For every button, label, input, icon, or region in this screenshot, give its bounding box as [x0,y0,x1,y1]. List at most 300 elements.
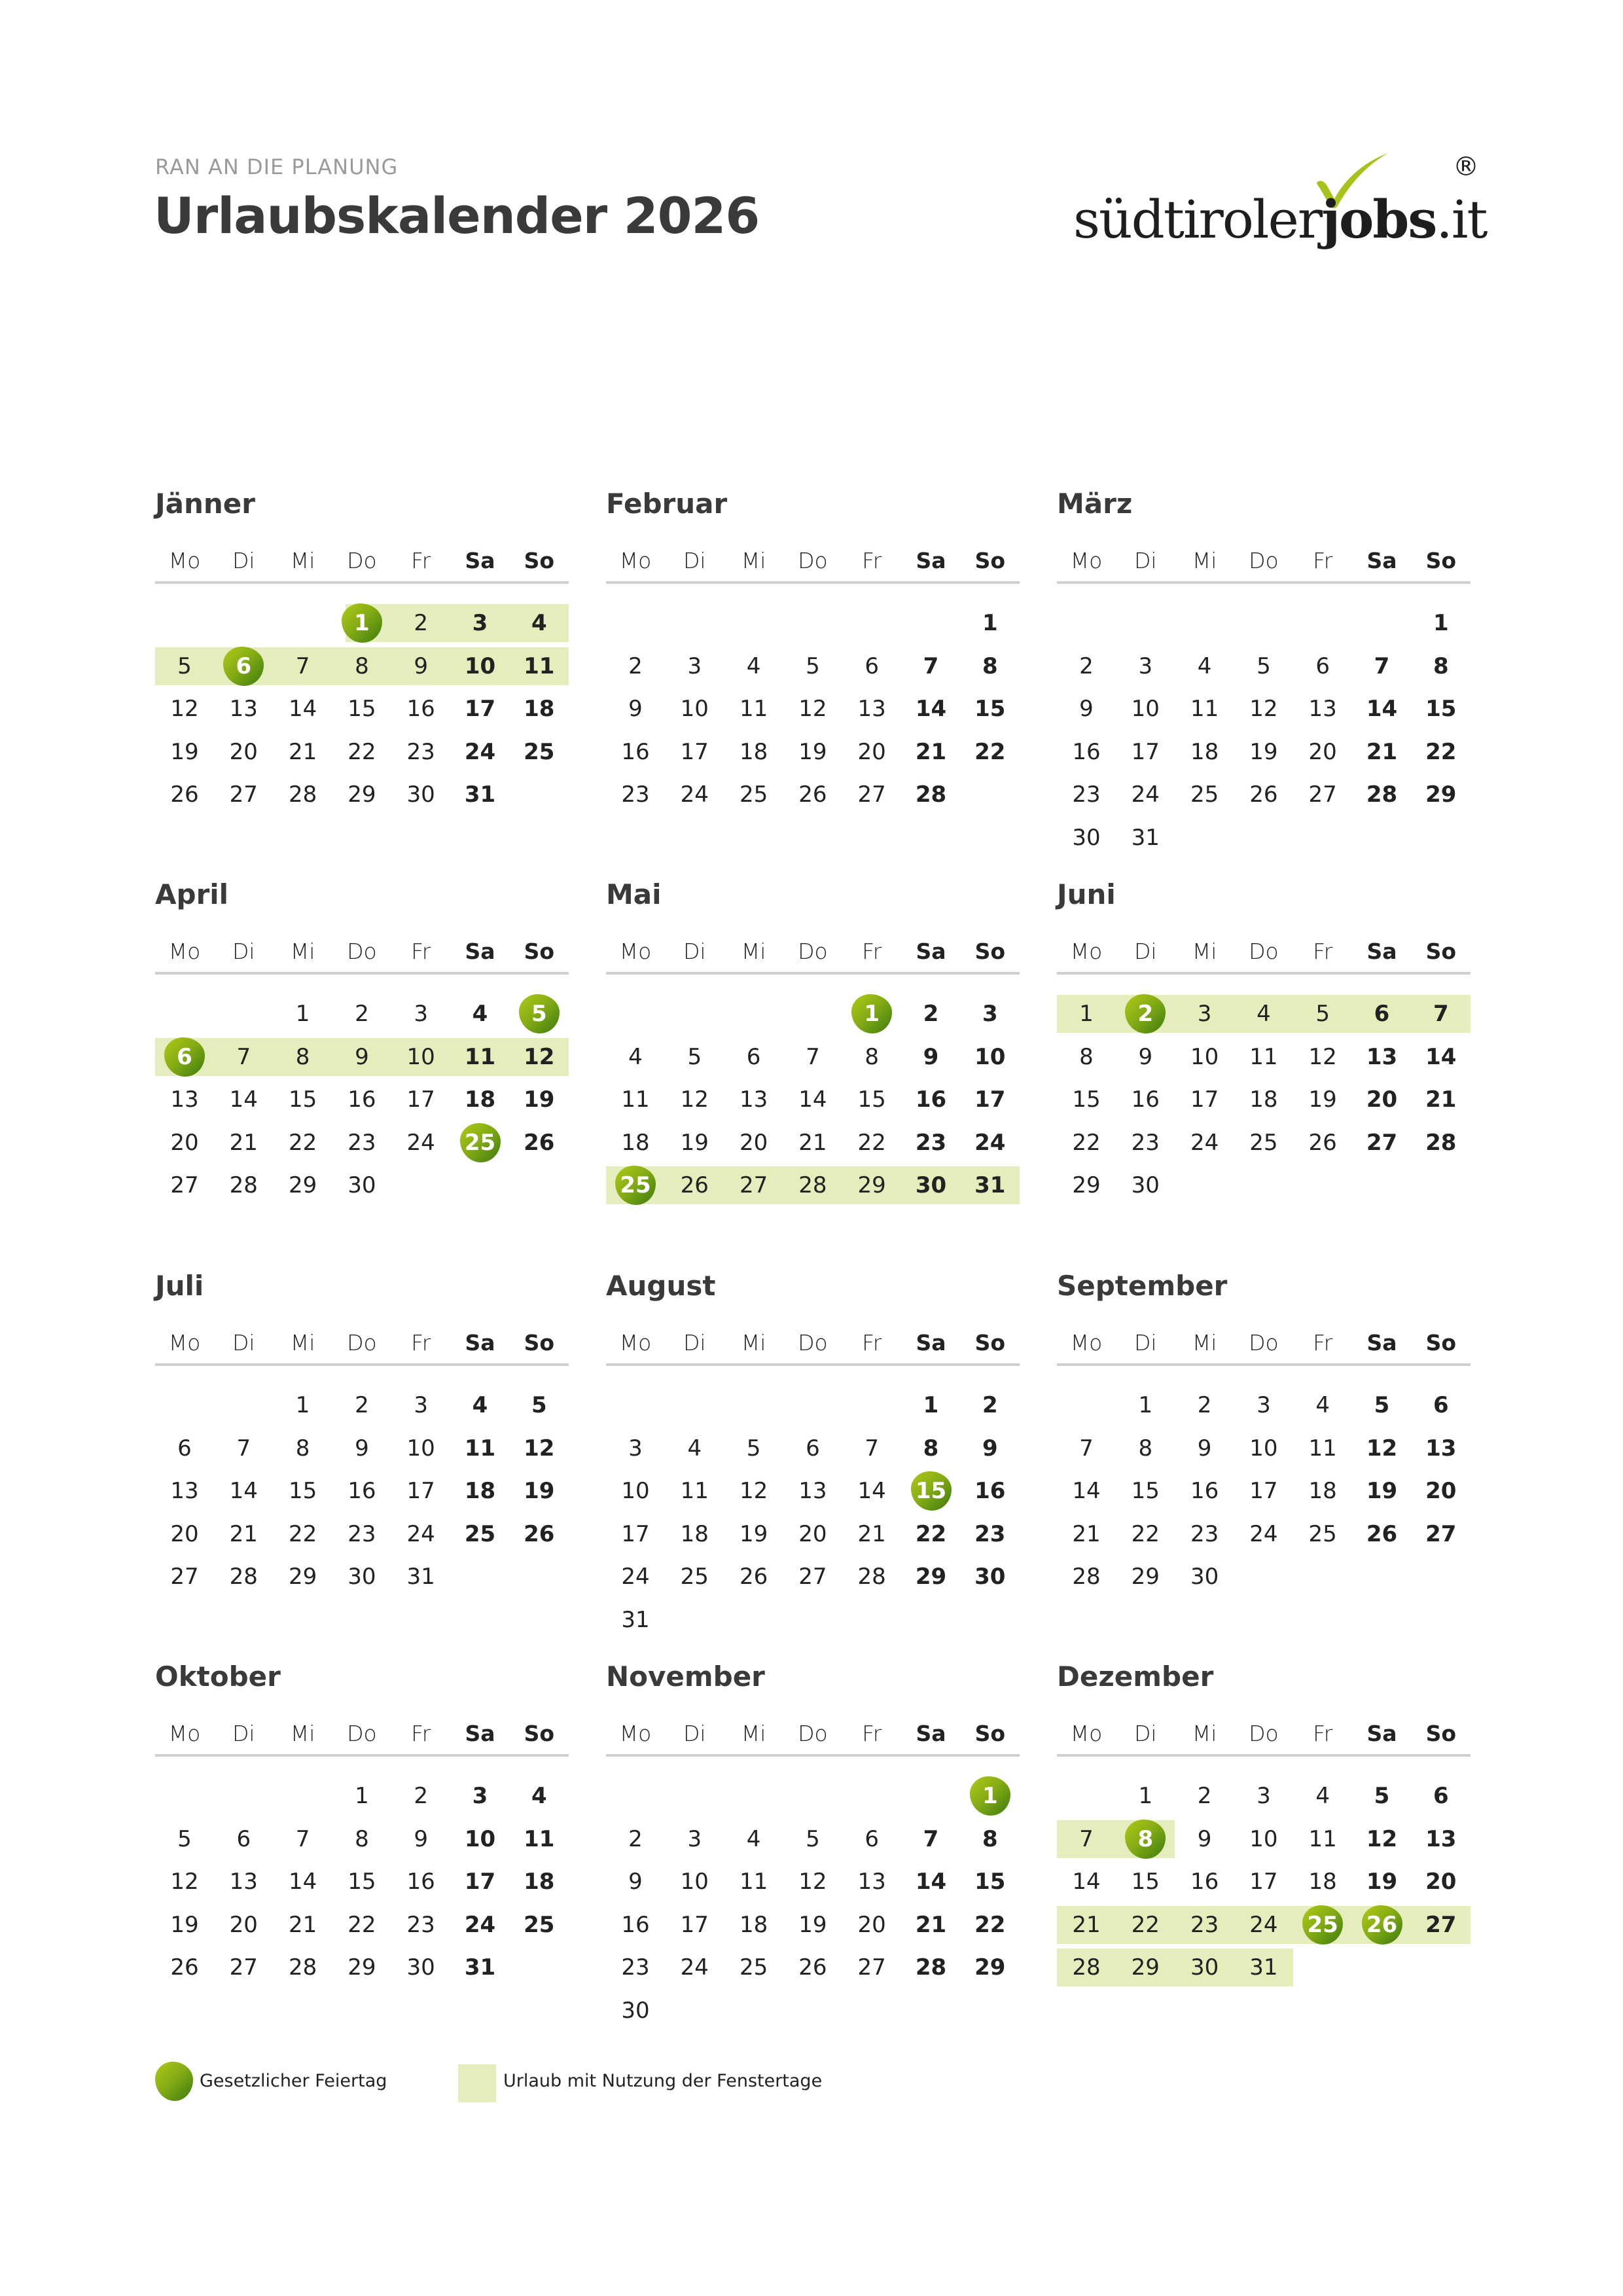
day-cell[interactable]: 9 [1079,696,1094,722]
day-cell[interactable]: 7 [1079,1435,1094,1462]
day-cell[interactable]: 21 [1072,1911,1101,1938]
day-cell[interactable]: 18 [1308,1478,1337,1504]
day-cell[interactable]: 4 [1197,653,1212,679]
day-cell[interactable]: 22 [974,738,1006,765]
day-cell[interactable]: 19 [798,738,827,765]
day-cell[interactable]: 20 [170,1520,199,1547]
day-cell[interactable]: 2 [1197,1783,1212,1809]
day-cell[interactable]: 12 [798,696,827,722]
day-cell[interactable]: 27 [857,1954,886,1981]
day-cell[interactable]: 23 [406,1911,435,1938]
day-cell[interactable]: 13 [1366,1043,1398,1070]
day-cell[interactable]: 26 [524,1129,555,1156]
day-cell[interactable]: 8 [355,1825,369,1852]
day-cell[interactable]: 8 [1138,1435,1153,1462]
day-cell[interactable]: 11 [524,653,555,679]
day-cell[interactable]: 17 [1131,738,1160,765]
day-cell[interactable]: 28 [288,1954,317,1981]
day-cell[interactable]: 21 [288,1911,317,1938]
day-cell[interactable]: 3 [1257,1392,1271,1418]
day-cell[interactable]: 18 [739,1911,768,1938]
day-cell[interactable]: 28 [1072,1954,1101,1981]
day-cell[interactable]: 14 [229,1478,258,1504]
day-cell[interactable]: 26 [798,1954,827,1981]
day-cell[interactable]: 1 [295,1392,310,1418]
day-cell[interactable]: 23 [1072,781,1101,808]
day-cell[interactable]: 17 [974,1086,1006,1113]
day-cell[interactable]: 10 [1249,1825,1278,1852]
day-cell[interactable]: 21 [1425,1086,1457,1113]
day-cell[interactable]: 21 [288,738,317,765]
day-cell[interactable]: 22 [1425,738,1457,765]
holiday-day-cell[interactable]: 6 [236,653,252,679]
day-cell[interactable]: 18 [1308,1869,1337,1895]
day-cell[interactable]: 19 [1308,1086,1337,1113]
day-cell[interactable]: 31 [406,1564,435,1590]
day-cell[interactable]: 31 [464,781,496,808]
day-cell[interactable]: 22 [1131,1520,1160,1547]
day-cell[interactable]: 6 [1374,1001,1390,1027]
day-cell[interactable]: 23 [1190,1520,1219,1547]
day-cell[interactable]: 1 [295,1001,310,1027]
day-cell[interactable]: 30 [974,1564,1006,1590]
day-cell[interactable]: 8 [865,1043,879,1070]
day-cell[interactable]: 14 [288,1869,317,1895]
day-cell[interactable]: 5 [1257,653,1271,679]
day-cell[interactable]: 6 [746,1043,761,1070]
day-cell[interactable]: 27 [1425,1911,1457,1938]
day-cell[interactable]: 16 [1190,1478,1219,1504]
day-cell[interactable]: 7 [806,1043,820,1070]
day-cell[interactable]: 31 [1249,1954,1278,1981]
day-cell[interactable]: 3 [472,1783,488,1809]
day-cell[interactable]: 18 [1190,738,1219,765]
holiday-day-cell[interactable]: 25 [1307,1911,1338,1938]
day-cell[interactable]: 4 [746,1825,761,1852]
day-cell[interactable]: 31 [464,1954,496,1981]
day-cell[interactable]: 3 [1138,653,1153,679]
day-cell[interactable]: 23 [974,1520,1006,1547]
day-cell[interactable]: 17 [1249,1478,1278,1504]
day-cell[interactable]: 7 [1079,1825,1094,1852]
day-cell[interactable]: 6 [1315,653,1330,679]
day-cell[interactable]: 6 [1433,1783,1449,1809]
day-cell[interactable]: 15 [348,1869,376,1895]
day-cell[interactable]: 17 [464,1869,496,1895]
day-cell[interactable]: 18 [680,1520,709,1547]
day-cell[interactable]: 17 [680,738,709,765]
day-cell[interactable]: 17 [1190,1086,1219,1113]
day-cell[interactable]: 14 [798,1086,827,1113]
day-cell[interactable]: 16 [915,1086,947,1113]
day-cell[interactable]: 19 [1366,1869,1398,1895]
day-cell[interactable]: 1 [982,610,998,636]
day-cell[interactable]: 13 [1425,1825,1457,1852]
day-cell[interactable]: 18 [524,1869,555,1895]
day-cell[interactable]: 22 [857,1129,886,1156]
day-cell[interactable]: 2 [628,653,643,679]
day-cell[interactable]: 9 [923,1043,939,1070]
day-cell[interactable]: 4 [1315,1392,1330,1418]
day-cell[interactable]: 15 [1131,1869,1160,1895]
day-cell[interactable]: 10 [406,1435,435,1462]
day-cell[interactable]: 26 [1366,1520,1398,1547]
day-cell[interactable]: 31 [621,1606,650,1633]
holiday-day-cell[interactable]: 2 [1137,1001,1154,1027]
day-cell[interactable]: 28 [229,1564,258,1590]
day-cell[interactable]: 23 [1190,1911,1219,1938]
day-cell[interactable]: 22 [348,1911,376,1938]
day-cell[interactable]: 16 [348,1478,376,1504]
day-cell[interactable]: 4 [531,610,547,636]
day-cell[interactable]: 25 [1190,781,1219,808]
day-cell[interactable]: 9 [1197,1435,1212,1462]
day-cell[interactable]: 10 [1190,1043,1219,1070]
day-cell[interactable]: 5 [177,653,192,679]
day-cell[interactable]: 12 [524,1043,555,1070]
day-cell[interactable]: 7 [295,1825,310,1852]
day-cell[interactable]: 6 [865,1825,879,1852]
day-cell[interactable]: 10 [464,1825,496,1852]
day-cell[interactable]: 14 [915,696,947,722]
day-cell[interactable]: 29 [288,1564,317,1590]
day-cell[interactable]: 4 [1315,1783,1330,1809]
day-cell[interactable]: 12 [680,1086,709,1113]
day-cell[interactable]: 22 [288,1520,317,1547]
day-cell[interactable]: 4 [472,1001,488,1027]
holiday-day-cell[interactable]: 1 [354,610,370,636]
day-cell[interactable]: 12 [1308,1043,1337,1070]
day-cell[interactable]: 30 [348,1172,376,1198]
day-cell[interactable]: 23 [406,738,435,765]
day-cell[interactable]: 20 [739,1129,768,1156]
day-cell[interactable]: 1 [1433,610,1449,636]
day-cell[interactable]: 27 [170,1564,199,1590]
day-cell[interactable]: 31 [1131,824,1160,851]
day-cell[interactable]: 2 [1197,1392,1212,1418]
day-cell[interactable]: 26 [524,1520,555,1547]
day-cell[interactable]: 7 [295,653,310,679]
day-cell[interactable]: 21 [229,1520,258,1547]
day-cell[interactable]: 29 [1072,1172,1101,1198]
day-cell[interactable]: 29 [1425,781,1457,808]
day-cell[interactable]: 11 [1249,1043,1278,1070]
day-cell[interactable]: 16 [974,1478,1006,1504]
day-cell[interactable]: 12 [170,696,199,722]
day-cell[interactable]: 13 [229,696,258,722]
day-cell[interactable]: 9 [355,1435,369,1462]
day-cell[interactable]: 5 [806,1825,820,1852]
day-cell[interactable]: 16 [406,696,435,722]
day-cell[interactable]: 9 [414,653,428,679]
day-cell[interactable]: 14 [1072,1478,1101,1504]
day-cell[interactable]: 24 [621,1564,650,1590]
day-cell[interactable]: 5 [687,1043,702,1070]
day-cell[interactable]: 15 [974,1869,1006,1895]
day-cell[interactable]: 27 [229,1954,258,1981]
day-cell[interactable]: 23 [621,781,650,808]
day-cell[interactable]: 25 [464,1520,496,1547]
day-cell[interactable]: 5 [1374,1783,1390,1809]
day-cell[interactable]: 13 [170,1478,199,1504]
day-cell[interactable]: 9 [1197,1825,1212,1852]
day-cell[interactable]: 27 [739,1172,768,1198]
day-cell[interactable]: 6 [865,653,879,679]
holiday-day-cell[interactable]: 25 [464,1129,496,1156]
day-cell[interactable]: 20 [857,738,886,765]
day-cell[interactable]: 25 [739,781,768,808]
day-cell[interactable]: 13 [857,1869,886,1895]
day-cell[interactable]: 19 [798,1911,827,1938]
day-cell[interactable]: 14 [857,1478,886,1504]
day-cell[interactable]: 21 [915,1911,947,1938]
day-cell[interactable]: 17 [406,1478,435,1504]
day-cell[interactable]: 18 [464,1086,496,1113]
day-cell[interactable]: 21 [857,1520,886,1547]
day-cell[interactable]: 30 [406,781,435,808]
day-cell[interactable]: 3 [414,1001,428,1027]
day-cell[interactable]: 22 [348,738,376,765]
holiday-day-cell[interactable]: 1 [982,1783,998,1809]
day-cell[interactable]: 4 [628,1043,643,1070]
day-cell[interactable]: 13 [170,1086,199,1113]
day-cell[interactable]: 18 [739,738,768,765]
day-cell[interactable]: 24 [1190,1129,1219,1156]
day-cell[interactable]: 29 [974,1954,1006,1981]
day-cell[interactable]: 12 [739,1478,768,1504]
day-cell[interactable]: 8 [982,1825,998,1852]
day-cell[interactable]: 19 [1249,738,1278,765]
day-cell[interactable]: 22 [974,1911,1006,1938]
day-cell[interactable]: 22 [288,1129,317,1156]
day-cell[interactable]: 30 [621,1997,650,2024]
day-cell[interactable]: 19 [170,1911,199,1938]
day-cell[interactable]: 10 [680,1869,709,1895]
day-cell[interactable]: 20 [1366,1086,1398,1113]
day-cell[interactable]: 24 [1249,1911,1278,1938]
day-cell[interactable]: 22 [1072,1129,1101,1156]
day-cell[interactable]: 15 [288,1086,317,1113]
day-cell[interactable]: 30 [406,1954,435,1981]
day-cell[interactable]: 14 [1425,1043,1457,1070]
holiday-day-cell[interactable]: 6 [177,1043,192,1070]
day-cell[interactable]: 18 [1249,1086,1278,1113]
day-cell[interactable]: 3 [687,653,702,679]
day-cell[interactable]: 27 [170,1172,199,1198]
holiday-day-cell[interactable]: 5 [531,1001,547,1027]
day-cell[interactable]: 28 [229,1172,258,1198]
day-cell[interactable]: 20 [1425,1869,1457,1895]
day-cell[interactable]: 25 [680,1564,709,1590]
day-cell[interactable]: 24 [464,738,496,765]
day-cell[interactable]: 14 [229,1086,258,1113]
day-cell[interactable]: 27 [229,781,258,808]
day-cell[interactable]: 5 [1374,1392,1390,1418]
day-cell[interactable]: 12 [1366,1435,1398,1462]
day-cell[interactable]: 11 [1308,1825,1337,1852]
day-cell[interactable]: 29 [1131,1564,1160,1590]
day-cell[interactable]: 15 [857,1086,886,1113]
day-cell[interactable]: 17 [464,696,496,722]
day-cell[interactable]: 8 [355,653,369,679]
day-cell[interactable]: 6 [806,1435,820,1462]
day-cell[interactable]: 26 [1249,781,1278,808]
day-cell[interactable]: 20 [170,1129,199,1156]
day-cell[interactable]: 12 [798,1869,827,1895]
day-cell[interactable]: 11 [524,1825,555,1852]
holiday-day-cell[interactable]: 8 [1137,1825,1154,1852]
day-cell[interactable]: 15 [974,696,1006,722]
day-cell[interactable]: 13 [1425,1435,1457,1462]
day-cell[interactable]: 26 [170,1954,199,1981]
day-cell[interactable]: 27 [857,781,886,808]
day-cell[interactable]: 26 [739,1564,768,1590]
day-cell[interactable]: 29 [348,781,376,808]
day-cell[interactable]: 20 [229,738,258,765]
day-cell[interactable]: 30 [1190,1954,1219,1981]
day-cell[interactable]: 17 [406,1086,435,1113]
day-cell[interactable]: 7 [923,653,939,679]
day-cell[interactable]: 19 [1366,1478,1398,1504]
day-cell[interactable]: 13 [229,1869,258,1895]
day-cell[interactable]: 5 [531,1392,547,1418]
day-cell[interactable]: 23 [621,1954,650,1981]
day-cell[interactable]: 24 [406,1520,435,1547]
day-cell[interactable]: 1 [923,1392,939,1418]
day-cell[interactable]: 8 [295,1435,310,1462]
day-cell[interactable]: 21 [1072,1520,1101,1547]
day-cell[interactable]: 21 [229,1129,258,1156]
day-cell[interactable]: 7 [1433,1001,1449,1027]
day-cell[interactable]: 2 [355,1001,369,1027]
day-cell[interactable]: 17 [1249,1869,1278,1895]
day-cell[interactable]: 10 [974,1043,1006,1070]
day-cell[interactable]: 3 [1257,1783,1271,1809]
day-cell[interactable]: 15 [1131,1478,1160,1504]
day-cell[interactable]: 28 [857,1564,886,1590]
day-cell[interactable]: 7 [236,1043,251,1070]
day-cell[interactable]: 24 [974,1129,1006,1156]
day-cell[interactable]: 25 [524,738,555,765]
day-cell[interactable]: 21 [1366,738,1398,765]
day-cell[interactable]: 5 [1315,1001,1330,1027]
day-cell[interactable]: 24 [1131,781,1160,808]
day-cell[interactable]: 28 [1072,1564,1101,1590]
day-cell[interactable]: 29 [857,1172,886,1198]
day-cell[interactable]: 16 [1072,738,1101,765]
day-cell[interactable]: 26 [170,781,199,808]
day-cell[interactable]: 20 [1425,1478,1457,1504]
day-cell[interactable]: 25 [1308,1520,1337,1547]
day-cell[interactable]: 4 [1257,1001,1271,1027]
day-cell[interactable]: 29 [288,1172,317,1198]
day-cell[interactable]: 26 [798,781,827,808]
day-cell[interactable]: 12 [1366,1825,1398,1852]
day-cell[interactable]: 16 [1131,1086,1160,1113]
day-cell[interactable]: 15 [1425,696,1457,722]
day-cell[interactable]: 12 [170,1869,199,1895]
day-cell[interactable]: 27 [1425,1520,1457,1547]
day-cell[interactable]: 2 [628,1825,643,1852]
day-cell[interactable]: 18 [621,1129,650,1156]
day-cell[interactable]: 6 [236,1825,251,1852]
day-cell[interactable]: 17 [621,1520,650,1547]
day-cell[interactable]: 8 [1079,1043,1094,1070]
day-cell[interactable]: 29 [915,1564,947,1590]
day-cell[interactable]: 13 [739,1086,768,1113]
day-cell[interactable]: 13 [857,696,886,722]
day-cell[interactable]: 2 [923,1001,939,1027]
day-cell[interactable]: 5 [746,1435,761,1462]
day-cell[interactable]: 23 [915,1129,947,1156]
day-cell[interactable]: 16 [621,738,650,765]
day-cell[interactable]: 20 [229,1911,258,1938]
day-cell[interactable]: 1 [1138,1783,1153,1809]
day-cell[interactable]: 11 [680,1478,709,1504]
day-cell[interactable]: 28 [798,1172,827,1198]
day-cell[interactable]: 14 [1366,696,1398,722]
day-cell[interactable]: 12 [524,1435,555,1462]
day-cell[interactable]: 16 [348,1086,376,1113]
day-cell[interactable]: 29 [1131,1954,1160,1981]
day-cell[interactable]: 4 [531,1783,547,1809]
day-cell[interactable]: 14 [1072,1869,1101,1895]
day-cell[interactable]: 26 [680,1172,709,1198]
day-cell[interactable]: 2 [414,1783,428,1809]
day-cell[interactable]: 19 [170,738,199,765]
day-cell[interactable]: 4 [472,1392,488,1418]
day-cell[interactable]: 28 [915,1954,947,1981]
day-cell[interactable]: 3 [982,1001,998,1027]
day-cell[interactable]: 21 [915,738,947,765]
day-cell[interactable]: 6 [1433,1392,1449,1418]
day-cell[interactable]: 11 [464,1435,496,1462]
day-cell[interactable]: 3 [472,610,488,636]
day-cell[interactable]: 7 [1374,653,1390,679]
day-cell[interactable]: 22 [915,1520,947,1547]
day-cell[interactable]: 9 [628,1869,643,1895]
day-cell[interactable]: 14 [915,1869,947,1895]
day-cell[interactable]: 27 [1308,781,1337,808]
day-cell[interactable]: 11 [739,1869,768,1895]
day-cell[interactable]: 2 [1079,653,1094,679]
day-cell[interactable]: 31 [974,1172,1006,1198]
day-cell[interactable]: 14 [288,696,317,722]
day-cell[interactable]: 11 [464,1043,496,1070]
day-cell[interactable]: 27 [1366,1129,1398,1156]
day-cell[interactable]: 10 [464,653,496,679]
day-cell[interactable]: 8 [1433,653,1449,679]
day-cell[interactable]: 16 [406,1869,435,1895]
day-cell[interactable]: 30 [1072,824,1101,851]
day-cell[interactable]: 8 [295,1043,310,1070]
day-cell[interactable]: 26 [1308,1129,1337,1156]
day-cell[interactable]: 23 [348,1520,376,1547]
day-cell[interactable]: 24 [406,1129,435,1156]
day-cell[interactable]: 3 [687,1825,702,1852]
day-cell[interactable]: 22 [1131,1911,1160,1938]
day-cell[interactable]: 9 [1138,1043,1153,1070]
day-cell[interactable]: 11 [739,696,768,722]
day-cell[interactable]: 1 [355,1783,369,1809]
day-cell[interactable]: 25 [524,1911,555,1938]
holiday-day-cell[interactable]: 25 [620,1172,651,1198]
day-cell[interactable]: 24 [1249,1520,1278,1547]
day-cell[interactable]: 4 [746,653,761,679]
day-cell[interactable]: 4 [687,1435,702,1462]
day-cell[interactable]: 13 [798,1478,827,1504]
day-cell[interactable]: 8 [982,653,998,679]
